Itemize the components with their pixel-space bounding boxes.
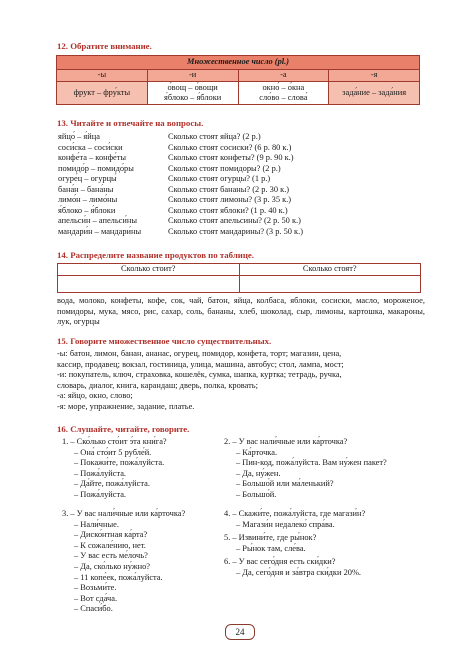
dialogue-line: – Спаси́бо. bbox=[74, 604, 113, 614]
answer-cell[interactable] bbox=[58, 276, 240, 293]
dialogue-line: – Да, ну́жен. bbox=[236, 468, 281, 478]
dialogue-line: – Да́йте, пожа́луйста. bbox=[74, 479, 150, 489]
table-cell: фрукт – фру́кты bbox=[57, 82, 148, 105]
ex16-heading: 16. Слушайте, читайте, говорите. bbox=[57, 424, 190, 434]
word-pair: соси́ска – соси́ски bbox=[58, 142, 123, 152]
product-word-list: вода, молоко, конфеты, кофе, сок, чай, батон, яйца, колбаса, яблоки, сосиски, масло, мороженое, помидоры, мука, мясо, рис, сахар, соль, бананы, хлеб, шоколад, сыр, лимоны, картошка, макароны, лук, огурцы bbox=[57, 296, 425, 327]
practice-line: кассир, продавец; вокзал, гостиница, улица, машина, автобус; стол, лампа, мост; bbox=[57, 359, 344, 369]
dialogue-line: 5. – Извини́те, где ры́нок? bbox=[224, 533, 317, 542]
dialogue-line: 4. – Скажи́те, пожа́луйста, где магази́н? bbox=[224, 509, 366, 518]
list-item bbox=[58, 164, 418, 175]
word-pair: яйцо́ – я́йца bbox=[58, 132, 100, 141]
dialogue-line: – Большо́й или ма́ленький? bbox=[236, 479, 334, 489]
word-pair: огуре́ц – огурцы́ bbox=[58, 174, 117, 184]
dialogue-line: – Пожа́луйста. bbox=[74, 468, 127, 478]
list-item bbox=[58, 195, 418, 206]
dialogue-line: – Да, сего́дня и за́втра ски́дки 20%. bbox=[236, 567, 362, 577]
table-title: Множественное число (pl.) bbox=[57, 56, 420, 70]
price-question: Сколько стоят конфеты? (9 р. 90 к.) bbox=[168, 153, 294, 163]
answer-cell[interactable] bbox=[239, 276, 421, 293]
dialogue-line: – Она́ сто́ит 5 рубле́й. bbox=[74, 447, 152, 457]
price-question: Сколько стоят мандарины? (3 р. 50 к.) bbox=[168, 226, 304, 236]
practice-line: -а: яйцо, окно, слово; bbox=[57, 391, 133, 401]
plural-endings-table bbox=[56, 55, 420, 105]
word-pair: мандари́н – мандари́ны bbox=[58, 226, 142, 236]
price-question: Сколько стоят бананы? (2 р. 30 к.) bbox=[168, 184, 290, 194]
price-question: Сколько стоят помидоры? (2 р.) bbox=[168, 163, 281, 173]
list-item bbox=[58, 216, 418, 227]
practice-line: -ы: батон, лимон, банан, ананас, огурец, помидор, конфета, торт; магазин, цена, bbox=[57, 349, 342, 358]
list-item bbox=[58, 227, 418, 238]
dialogue-line: – Ры́нок там, сле́ва. bbox=[236, 543, 306, 553]
price-question: Сколько стоят огурцы? (1 р.) bbox=[168, 174, 271, 184]
word-pair: конфе́та – конфе́ты bbox=[58, 153, 127, 163]
ending-header: -я bbox=[329, 70, 420, 82]
word-pair: помидо́р – помидо́ры bbox=[58, 163, 134, 173]
page-number: 24 bbox=[225, 624, 255, 640]
ending-header: -и bbox=[147, 70, 238, 82]
dialogue-1 bbox=[62, 437, 232, 501]
price-question: Сколько стоят яйца? (2 р.) bbox=[168, 132, 261, 141]
ex14-heading: 14. Распределите название продуктов по таблице. bbox=[57, 250, 255, 260]
list-item bbox=[58, 153, 418, 164]
dialogue-line: 3. – У вас нали́чные или ка́рточка? bbox=[62, 509, 186, 518]
column-header: Сколько стоит? bbox=[58, 264, 240, 276]
word-pair: я́блоко – я́блоки bbox=[58, 205, 116, 215]
ex15-heading: 15. Говорите множественное число существительных. bbox=[57, 336, 272, 346]
ex12-heading: 12. Обратите внимание. bbox=[57, 41, 152, 51]
price-question: Сколько стоят лимоны? (3 р. 35 к.) bbox=[168, 195, 292, 205]
dialogue-3 bbox=[62, 509, 232, 615]
price-question: Сколько стоят сосиски? (6 р. 80 к.) bbox=[168, 142, 292, 152]
dialogue-6 bbox=[224, 557, 434, 578]
word-pair: апельси́н – апельси́ны bbox=[58, 216, 137, 226]
price-question: Сколько стоят апельсины? (2 р. 50 к.) bbox=[168, 216, 301, 226]
dialogue-line: – У вас есть ме́лочь? bbox=[74, 551, 148, 561]
dialogue-line: – К сожале́нию, нет. bbox=[74, 540, 146, 550]
list-item bbox=[58, 132, 418, 143]
dialogue-line: – Вот сда́ча. bbox=[74, 593, 118, 603]
dialogue-line: – Большо́й. bbox=[236, 489, 277, 499]
practice-line: -и: покупатель, ключ, страховка, кошелёк, сумка, шапка, куртка; тетрадь, ручка, bbox=[57, 370, 342, 380]
price-question: Сколько стоят яблоки? (1 р. 40 к.) bbox=[168, 205, 288, 215]
practice-line: -я: море, упражнение, задание, платье. bbox=[57, 401, 195, 411]
dialogue-line: – Да, ско́лько ну́жно? bbox=[74, 561, 150, 571]
dialogue-line: – Ка́рточка. bbox=[236, 447, 278, 457]
dialogue-line: – Возьми́те. bbox=[74, 583, 117, 593]
dialogue-2 bbox=[224, 437, 434, 501]
ending-header: -а bbox=[238, 70, 329, 82]
sorting-table bbox=[57, 263, 421, 293]
table-cell: о́вощ – о́вощи я́блоко – я́блоки bbox=[147, 82, 238, 105]
dialogue-line: – 11 копе́ек, пожа́луйста. bbox=[74, 572, 163, 582]
dialogue-line: 1. – Ско́лько сто́ит э́та кни́га? bbox=[62, 437, 167, 446]
dialogue-line: 6. – У вас сего́дня есть ски́дки? bbox=[224, 557, 336, 566]
table-cell: зада́ние – зада́ния bbox=[329, 82, 420, 105]
dialogue-line: – Магази́н недалеко́ спра́ва. bbox=[236, 519, 335, 529]
dialogue-line: – Диско́нтная ка́рта? bbox=[74, 530, 148, 540]
word-pair: лимо́н – лимо́ны bbox=[58, 195, 118, 205]
word-question-list bbox=[58, 132, 418, 237]
dialogue-line: 2. – У вас нали́чные или ка́рточка? bbox=[224, 437, 348, 446]
word-pair: бана́н – бана́ны bbox=[58, 184, 114, 194]
dialogue-line: – Нали́чные. bbox=[74, 519, 119, 529]
dialogue-5 bbox=[224, 533, 434, 554]
ex13-heading: 13. Читайте и отвечайте на вопросы. bbox=[57, 118, 204, 128]
list-item bbox=[58, 174, 418, 185]
column-header: Сколько стоят? bbox=[239, 264, 421, 276]
dialogue-4 bbox=[224, 509, 434, 530]
dialogue-line: – Пожа́луйста. bbox=[74, 489, 127, 499]
table-cell: окно́ – о́кна сло́во – слова́ bbox=[238, 82, 329, 105]
ending-header: -ы bbox=[57, 70, 148, 82]
practice-line: словарь, диалог, книга, карандаш; дверь, полка, кровать; bbox=[57, 380, 258, 390]
dialogue-line: – Покажи́те, пожа́луйста. bbox=[74, 458, 165, 468]
list-item bbox=[58, 185, 418, 196]
list-item bbox=[58, 143, 418, 154]
dialogue-line: – Пин-код, пожа́луйста. Вам ну́жен пакет? bbox=[236, 458, 387, 468]
plural-practice bbox=[57, 349, 425, 413]
list-item bbox=[58, 206, 418, 217]
